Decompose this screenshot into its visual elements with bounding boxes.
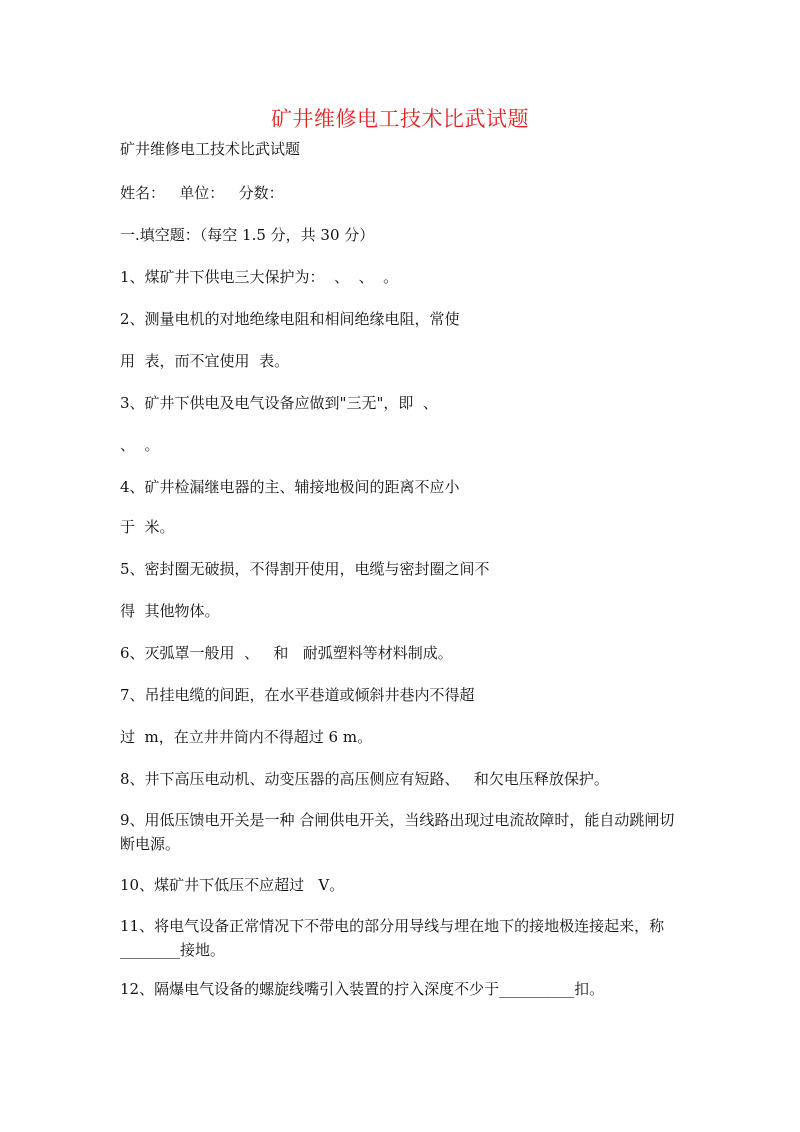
question-7-line-1: 7、吊挂电缆的间距，在水平巷道或倾斜井巷内不得超	[120, 686, 475, 704]
question-6: 6、灭弧罩一般用 、 和 耐弧塑料等材料制成。	[120, 644, 453, 662]
question-7-line-2: 过 m，在立井井筒内不得超过 6 m。	[120, 728, 373, 746]
document-subtitle: 矿井维修电工技术比武试题	[120, 140, 301, 158]
question-5-line-2: 得 其他物体。	[120, 602, 220, 620]
section-heading: 一.填空题：（每空 1.5 分，共 30 分）	[120, 226, 375, 244]
question-8: 8、井下高压电动机、动变压器的高压侧应有短路、 和欠电压释放保护。	[120, 770, 609, 788]
question-1: 1、煤矿井下供电三大保护为： 、 、 。	[120, 268, 399, 286]
document-title: 矿井维修电工技术比武试题	[271, 107, 529, 131]
question-9: 9、用低压馈电开关是一种 合闸供电开关，当线路出现过电流故障时，能自动跳闸切断电源。	[120, 811, 675, 853]
question-4-line-2: 于 米。	[120, 518, 175, 536]
question-11: 11、将电气设备正常情况下不带电的部分用导线与埋在地下的接地极连接起来，称 ________接地。	[120, 917, 665, 959]
question-2-line-1: 2、测量电机的对地绝缘电阻和相间绝缘电阻，常使	[120, 310, 460, 328]
info-line: 姓名： 单位： 分数：	[120, 184, 284, 202]
question-3-line-2: 、 。	[120, 436, 160, 454]
question-12: 12、隔爆电气设备的螺旋线嘴引入装置的拧入深度不少于__________扣。	[120, 980, 605, 998]
question-3-line-1: 3、矿井下供电及电气设备应做到"三无"，即 、	[120, 394, 438, 412]
question-5-line-1: 5、密封圈无破损，不得割开使用，电缆与密封圈之间不	[120, 560, 490, 578]
question-4-line-1: 4、矿井检漏继电器的主、辅接地极间的距离不应小	[120, 478, 460, 496]
question-2-line-2: 用 表，而不宜使用 表。	[120, 352, 290, 370]
question-10: 10、煤矿井下低压不应超过 V。	[120, 876, 345, 894]
